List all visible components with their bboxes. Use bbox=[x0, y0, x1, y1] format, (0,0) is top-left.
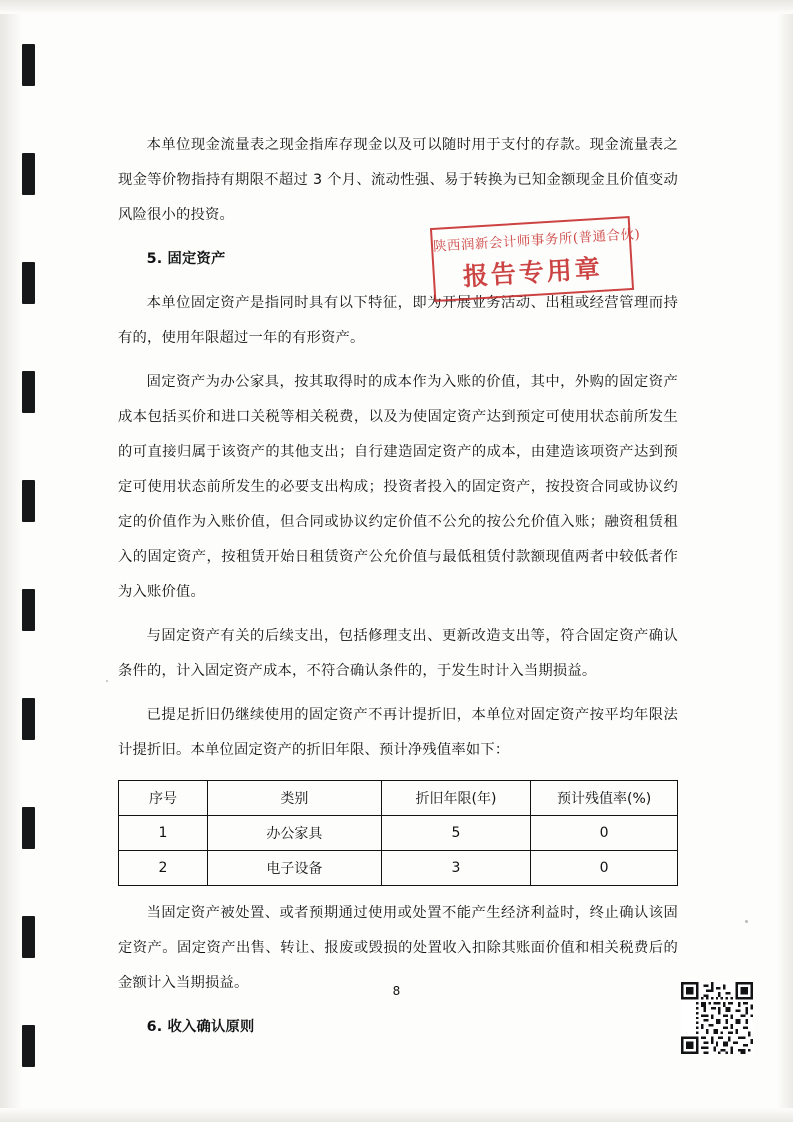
qr-code bbox=[681, 982, 753, 1054]
binder-punch-mark bbox=[22, 916, 35, 958]
paragraph-depreciation-method: 已提足折旧仍继续使用的固定资产不再计提折旧，本单位对固定资产按平均年限法计提折旧。本单位固定资产的折旧年限、预计净残值率如下： bbox=[118, 707, 678, 758]
paragraph-fixed-asset-cost: 固定资产为办公家具，按其取得时的成本作为入账的价值，其中，外购的固定资产成本包括买价和进口关税等相关税费，以及为使固定资产达到预定可使用状态前所发生的可直接归属于该资产的其他支出；自行建造固定资产的成本，由建造该项资产达到预定可使用状态前所发生的必要支出构成；投资者投入的固定资产，按投资合同或协议约定的价值作为入账价值，但合同或协议约定价值不公允的按公允价值入账；融资租赁租入的固定资产，按租赁开始日租赁资产公允价值与最低租赁付款额现值两者中较低者作为入账价值。 bbox=[118, 374, 678, 600]
paragraph-fixed-asset-definition: 本单位固定资产是指同时具有以下特征，即为开展业务活动、出租或经营管理而持有的，使用年限超过一年的有形资产。 bbox=[118, 295, 678, 346]
heading-revenue-recognition: 6. 收入确认原则 bbox=[146, 1019, 255, 1035]
page-edge-left bbox=[0, 0, 22, 1122]
table-cell: 0 bbox=[531, 851, 678, 886]
table-cell: 2 bbox=[119, 851, 208, 886]
table-cell: 1 bbox=[119, 816, 208, 851]
binder-punch-mark bbox=[22, 480, 35, 522]
binder-punch-mark bbox=[22, 1025, 35, 1067]
binder-punch-mark bbox=[22, 44, 35, 86]
paragraph-asset-disposal: 当固定资产被处置、或者预期通过使用或处置不能产生经济利益时，终止确认该固定资产。固定资产出售、转让、报废或毁损的处置收入扣除其账面价值和相关税费后的金额计入当期损益。 bbox=[118, 905, 678, 991]
table-header-cell: 序号 bbox=[119, 781, 208, 816]
document-body bbox=[118, 128, 678, 1045]
binder-punch-mark bbox=[22, 153, 35, 195]
scan-speck bbox=[106, 680, 108, 682]
table-cell: 办公家具 bbox=[208, 816, 382, 851]
table-cell: 电子设备 bbox=[208, 851, 382, 886]
paragraph-cash-equivalents: 本单位现金流量表之现金指库存现金以及可以随时用于支付的存款。现金流量表之现金等价物指持有期限不超过 3 个月、流动性强、易于转换为已知金额现金且价值变动风险很小的投资。 bbox=[118, 137, 678, 223]
binder-punch-mark bbox=[22, 698, 35, 740]
page-number: 8 bbox=[392, 984, 401, 998]
table-cell: 5 bbox=[381, 816, 531, 851]
heading-fixed-assets: 5. 固定资产 bbox=[146, 251, 226, 267]
binder-punch-mark bbox=[22, 371, 35, 413]
table-cell: 3 bbox=[381, 851, 531, 886]
binder-punch-mark bbox=[22, 589, 35, 631]
binder-punch-mark bbox=[22, 262, 35, 304]
table-cell: 0 bbox=[531, 816, 678, 851]
table-row bbox=[119, 851, 678, 886]
paragraph-subsequent-expenditure: 与固定资产有关的后续支出，包括修理支出、更新改造支出等，符合固定资产确认条件的，计入固定资产成本，不符合确认条件的，于发生时计入当期损益。 bbox=[118, 628, 678, 679]
table-header-row bbox=[119, 781, 678, 816]
table-header-cell: 预计残值率(%) bbox=[531, 781, 678, 816]
binder-punch-mark bbox=[22, 807, 35, 849]
table-header-cell: 折旧年限(年) bbox=[381, 781, 531, 816]
page-edge-right bbox=[777, 0, 793, 1122]
table-row bbox=[119, 816, 678, 851]
page-edge-bottom bbox=[0, 1108, 793, 1122]
scan-speck bbox=[745, 920, 748, 923]
page-edge-top bbox=[0, 0, 793, 14]
seal-top-text: 陕西润新会计师事务所(普通合伙) bbox=[432, 226, 641, 256]
table-header-cell: 类别 bbox=[208, 781, 382, 816]
depreciation-table bbox=[118, 780, 678, 886]
seal-main-text: 报告专用章 bbox=[462, 253, 604, 292]
